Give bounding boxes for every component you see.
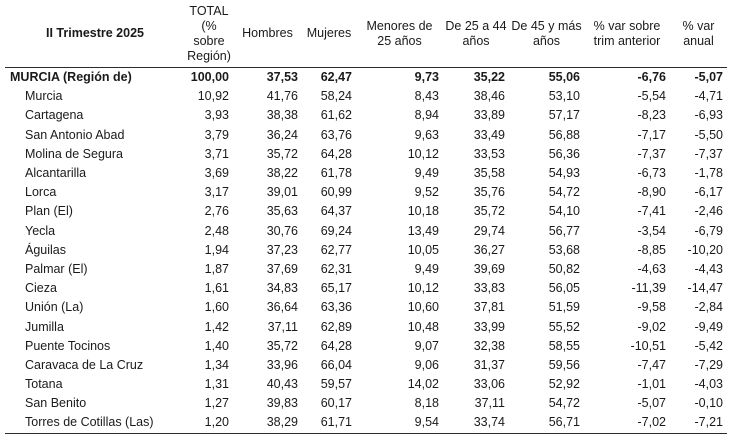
mujeres-cell: 62,77: [320, 242, 352, 257]
table-body: [5, 68, 727, 434]
var-anual-cell: -6,17: [694, 185, 723, 200]
var-anual-cell: -6,93: [694, 108, 723, 123]
table-row: [5, 106, 727, 125]
var-trim-cell: -11,39: [631, 281, 666, 296]
total-cell: 1,34: [204, 357, 229, 372]
hombres-cell: 38,38: [266, 108, 298, 123]
total-cell: 1,27: [204, 396, 229, 411]
de-25-44-cell: 38,46: [473, 89, 505, 104]
de-45-mas-cell: 54,93: [548, 166, 580, 181]
hombres-cell: 30,76: [266, 223, 298, 238]
de-45-mas-cell: 57,17: [548, 108, 580, 123]
menores-25-cell: 13,49: [407, 223, 439, 238]
de-25-44-cell: 32,38: [473, 338, 505, 353]
var-trim-cell: -1,01: [637, 377, 666, 392]
var-anual-cell: -10,20: [687, 242, 723, 257]
var-anual-cell: -2,84: [694, 300, 723, 315]
menores-25-cell: 9,52: [414, 185, 439, 200]
var-anual-cell: -4,71: [694, 89, 723, 104]
var-trim-cell: -9,02: [637, 319, 666, 334]
total-cell: 1,94: [204, 242, 229, 257]
de-25-44-cell: 35,72: [473, 204, 505, 219]
de-45-mas-cell: 58,55: [548, 338, 580, 353]
municipality-name: Yecla: [25, 223, 56, 238]
municipality-name: Águilas: [25, 242, 66, 257]
var-anual-cell: -4,43: [694, 261, 723, 276]
mujeres-cell: 64,28: [320, 338, 352, 353]
municipality-name: Torres de Cotillas (Las): [5, 413, 185, 433]
var-anual-cell: -7,21: [670, 413, 727, 433]
total-cell: 10,92: [197, 89, 229, 104]
var-anual-cell: -7,37: [694, 146, 723, 161]
menores-25-cell: 8,18: [414, 396, 439, 411]
total-cell: 3,79: [204, 127, 229, 142]
total-cell: 1,60: [204, 300, 229, 315]
region-total-row: [5, 68, 727, 88]
hombres-cell: 34,83: [266, 281, 298, 296]
municipality-name: San Benito: [25, 396, 87, 411]
var-trim-cell: -7,37: [637, 146, 666, 161]
de-45-mas-cell: 53,68: [548, 242, 580, 257]
var-trim-cell: -9,58: [637, 300, 666, 315]
total-cell: 3,17: [204, 185, 229, 200]
de-25-44-cell: 33,74: [443, 413, 509, 433]
mujeres-cell: 60,99: [320, 185, 352, 200]
mujeres-cell: 63,36: [320, 300, 352, 315]
table-row: [5, 202, 727, 221]
de-25-44-cell: 35,76: [473, 185, 505, 200]
de-45-mas-cell: 56,05: [548, 281, 580, 296]
hombres-cell: 40,43: [266, 377, 298, 392]
var-trim-cell: -8,90: [637, 185, 666, 200]
var-trim-cell: -7,02: [584, 413, 670, 433]
municipality-name: San Antonio Abad: [25, 127, 125, 142]
var-trim-cell: -5,54: [637, 89, 666, 104]
municipality-name: Lorca: [25, 185, 57, 200]
header-var-anual: % var anual: [670, 0, 727, 68]
table-row: [5, 337, 727, 356]
table-row: [5, 145, 727, 164]
hombres-cell: 37,11: [267, 319, 298, 334]
var-anual-cell: -0,10: [694, 396, 723, 411]
municipality-name: Cartagena: [25, 108, 84, 123]
menores-25-cell: 9,63: [414, 127, 439, 142]
menores-25-cell: 9,73: [414, 70, 439, 85]
total-cell: 3,71: [204, 146, 229, 161]
de-45-mas-cell: 53,10: [548, 89, 580, 104]
de-25-44-cell: 35,58: [473, 166, 505, 181]
mujeres-cell: 69,24: [320, 223, 352, 238]
hombres-cell: 35,72: [266, 338, 298, 353]
header-row: [5, 0, 727, 68]
mujeres-cell: 61,62: [320, 108, 352, 123]
var-anual-cell: -14,47: [687, 281, 723, 296]
var-trim-cell: -8,23: [637, 108, 666, 123]
de-25-44-cell: 33,83: [473, 281, 505, 296]
total-cell: 1,42: [204, 319, 229, 334]
municipality-name: Molina de Segura: [25, 146, 123, 161]
mujeres-cell: 61,71: [302, 413, 356, 433]
de-25-44-cell: 31,37: [473, 357, 505, 372]
header-45-mas: De 45 y más años: [509, 0, 584, 68]
table-row: [5, 164, 727, 183]
mujeres-cell: 62,89: [320, 319, 352, 334]
menores-25-cell: 10,12: [407, 281, 439, 296]
de-45-mas-cell: 50,82: [548, 261, 580, 276]
menores-25-cell: 9,49: [414, 261, 439, 276]
menores-25-cell: 8,94: [414, 108, 439, 123]
var-trim-cell: -7,41: [637, 204, 666, 219]
municipality-name: Cieza: [25, 281, 57, 296]
total-cell: 100,00: [190, 70, 229, 85]
mujeres-cell: 65,17: [320, 281, 352, 296]
total-cell: 2,76: [204, 204, 229, 219]
menores-25-cell: 10,60: [407, 300, 439, 315]
hombres-cell: 41,76: [266, 89, 298, 104]
table-row: [5, 317, 727, 336]
de-45-mas-cell: 55,52: [548, 319, 580, 334]
hombres-cell: 37,23: [266, 242, 298, 257]
table-row: [5, 298, 727, 317]
mujeres-cell: 62,31: [320, 261, 352, 276]
var-anual-cell: -5,42: [694, 338, 723, 353]
var-anual-cell: -5,07: [694, 70, 723, 85]
total-cell: 1,31: [204, 377, 229, 392]
var-anual-cell: -9,49: [694, 319, 723, 334]
de-45-mas-cell: 51,59: [548, 300, 580, 315]
header-hombres: Hombres: [233, 0, 302, 68]
de-25-44-cell: 37,11: [474, 396, 505, 411]
municipality-name: Caravaca de La Cruz: [25, 357, 144, 372]
hombres-cell: 37,69: [266, 261, 298, 276]
total-cell: 1,61: [204, 281, 229, 296]
total-cell: 2,48: [204, 223, 229, 238]
var-anual-cell: -6,79: [694, 223, 723, 238]
menores-25-cell: 8,43: [414, 89, 439, 104]
var-trim-cell: -7,17: [637, 127, 666, 142]
municipality-name: Plan (El): [25, 204, 73, 219]
menores-25-cell: 14,02: [407, 377, 439, 392]
mujeres-cell: 59,57: [320, 377, 352, 392]
var-trim-cell: -4,63: [637, 261, 666, 276]
de-45-mas-cell: 56,77: [548, 223, 580, 238]
table-row: [5, 183, 727, 202]
mujeres-cell: 63,76: [320, 127, 352, 142]
de-25-44-cell: 36,27: [473, 242, 505, 257]
header-25-44: De 25 a 44 años: [443, 0, 509, 68]
hombres-cell: 38,29: [233, 413, 302, 433]
mujeres-cell: 58,24: [320, 89, 352, 104]
hombres-cell: 35,72: [266, 146, 298, 161]
var-trim-cell: -7,47: [637, 357, 666, 372]
municipality-name: Palmar (El): [25, 261, 88, 276]
total-cell: 1,40: [204, 338, 229, 353]
hombres-cell: 36,64: [266, 300, 298, 315]
header-menores-25: Menores de 25 años: [356, 0, 443, 68]
mujeres-cell: 66,04: [320, 357, 352, 372]
var-anual-cell: -7,29: [694, 357, 723, 372]
mujeres-cell: 64,28: [320, 146, 352, 161]
var-trim-cell: -5,07: [637, 396, 666, 411]
de-45-mas-cell: 55,06: [548, 70, 580, 85]
municipality-name: Alcantarilla: [25, 166, 87, 181]
hombres-cell: 36,24: [266, 127, 298, 142]
de-45-mas-cell: 54,72: [548, 396, 580, 411]
hombres-cell: 37,53: [266, 70, 298, 85]
municipality-name: MURCIA (Región de): [10, 70, 132, 85]
municipality-name: Murcia: [25, 89, 63, 104]
table-row: [5, 260, 727, 279]
table-row: [5, 356, 727, 375]
mujeres-cell: 61,78: [320, 166, 352, 181]
table-row: [5, 413, 727, 433]
de-25-44-cell: 33,49: [473, 127, 505, 142]
unemployment-table: [5, 0, 727, 434]
var-trim-cell: -6,73: [637, 166, 666, 181]
header-period: II Trimestre 2025: [5, 0, 185, 68]
municipality-name: Totana: [25, 377, 63, 392]
table-row: [5, 87, 727, 106]
var-trim-cell: -3,54: [637, 223, 666, 238]
header-mujeres: Mujeres: [302, 0, 356, 68]
var-anual-cell: -1,78: [694, 166, 723, 181]
total-cell: 1,20: [185, 413, 233, 433]
var-trim-cell: -6,76: [637, 70, 666, 85]
menores-25-cell: 9,06: [414, 357, 439, 372]
table-row: [5, 394, 727, 413]
de-45-mas-cell: 56,88: [548, 127, 580, 142]
var-trim-cell: -8,85: [637, 242, 666, 257]
table-header: [5, 0, 727, 68]
total-cell: 3,69: [204, 166, 229, 181]
table-row: [5, 279, 727, 298]
municipality-name: Puente Tocinos: [25, 338, 111, 353]
hombres-cell: 38,22: [266, 166, 298, 181]
municipality-name: Unión (La): [25, 300, 84, 315]
de-45-mas-cell: 54,10: [548, 204, 580, 219]
de-25-44-cell: 37,81: [473, 300, 505, 315]
hombres-cell: 39,01: [266, 185, 298, 200]
menores-25-cell: 9,54: [356, 413, 443, 433]
de-25-44-cell: 33,89: [473, 108, 505, 123]
header-var-trim: % var sobre trim anterior: [584, 0, 670, 68]
menores-25-cell: 10,12: [407, 146, 439, 161]
de-45-mas-cell: 56,36: [548, 146, 580, 161]
de-25-44-cell: 35,22: [473, 70, 505, 85]
mujeres-cell: 62,47: [320, 70, 352, 85]
hombres-cell: 39,83: [266, 396, 298, 411]
table-row: [5, 375, 727, 394]
mujeres-cell: 60,17: [320, 396, 352, 411]
menores-25-cell: 10,05: [407, 242, 439, 257]
var-anual-cell: -5,50: [694, 127, 723, 142]
de-25-44-cell: 33,99: [473, 319, 505, 334]
header-total: TOTAL (% sobre Región): [185, 0, 233, 68]
menores-25-cell: 9,07: [414, 338, 439, 353]
menores-25-cell: 10,18: [407, 204, 439, 219]
mujeres-cell: 64,37: [320, 204, 352, 219]
de-25-44-cell: 29,74: [473, 223, 505, 238]
menores-25-cell: 10,48: [407, 319, 439, 334]
de-25-44-cell: 33,53: [473, 146, 505, 161]
var-anual-cell: -2,46: [694, 204, 723, 219]
hombres-cell: 33,96: [266, 357, 298, 372]
de-45-mas-cell: 54,72: [548, 185, 580, 200]
var-trim-cell: -10,51: [630, 338, 666, 353]
hombres-cell: 35,63: [266, 204, 298, 219]
total-cell: 1,87: [204, 261, 229, 276]
municipality-name: Jumilla: [25, 319, 64, 334]
de-45-mas-cell: 56,71: [509, 413, 584, 433]
de-45-mas-cell: 52,92: [548, 377, 580, 392]
de-25-44-cell: 33,06: [473, 377, 505, 392]
menores-25-cell: 9,49: [414, 166, 439, 181]
de-25-44-cell: 39,69: [473, 261, 505, 276]
table-row: [5, 222, 727, 241]
total-cell: 3,93: [204, 108, 229, 123]
de-45-mas-cell: 59,56: [548, 357, 580, 372]
var-anual-cell: -4,03: [694, 377, 723, 392]
table-row: [5, 126, 727, 145]
table-row: [5, 241, 727, 260]
